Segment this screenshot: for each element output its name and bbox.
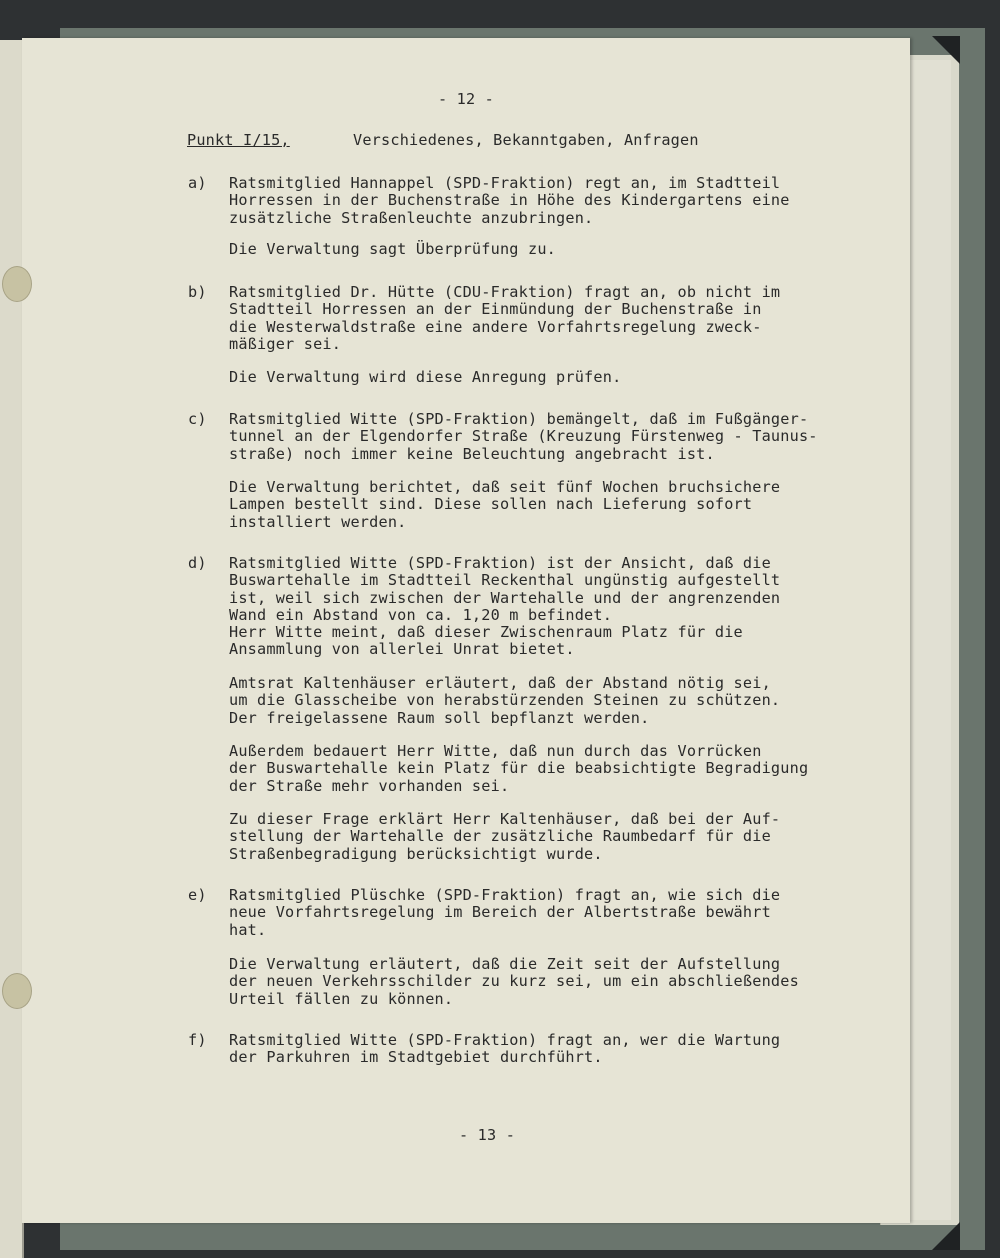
punch-hole-bottom <box>2 973 32 1009</box>
item-d-paragraph-1: Ratsmitglied Witte (SPD-Fraktion) ist der Ansicht, daß die Buswartehalle im Stadtteil Reckenthal ungünstig aufgestellt ist, weil sich zwischen der Wartehalle und der angrenzenden Wand ein Abstand von ca. 1,20 m befindet. Herr Witte meint, daß dieser Zwischenraum Platz für die Ansammlung von allerlei Unrat bietet. <box>229 554 781 659</box>
item-b-paragraph-2: Die Verwaltung wird diese Anregung prüfen. <box>229 368 622 386</box>
item-label-c: c) <box>188 410 207 428</box>
punch-hole-top <box>2 266 32 302</box>
item-f-paragraph-1: Ratsmitglied Witte (SPD-Fraktion) fragt an, wer die Wartung der Parkuhren im Stadtgebiet durchführt. <box>229 1031 781 1067</box>
item-e-paragraph-2: Die Verwaltung erläutert, daß die Zeit seit der Aufstellung der neuen Verkehrsschilder zu kurz sei, um ein abschließendes Urteil fällen zu können. <box>229 955 799 1008</box>
folder-corner-top-right <box>932 36 960 64</box>
agenda-item-label: Punkt I/15, <box>187 131 290 149</box>
previous-page-edge <box>0 40 24 1258</box>
item-b-paragraph-1: Ratsmitglied Dr. Hütte (CDU-Fraktion) fragt an, ob nicht im Stadtteil Horressen an der Einmündung der Buchenstraße in die Westerwaldstraße eine andere Vorfahrtsregelung zweck- mäßiger sei. <box>229 283 781 353</box>
item-d-paragraph-3: Außerdem bedauert Herr Witte, daß nun durch das Vorrücken der Buswartehalle kein Platz für die beabsichtigte Begradigung der Straße mehr vorhanden sei. <box>229 742 809 795</box>
item-c-paragraph-1: Ratsmitglied Witte (SPD-Fraktion) bemängelt, daß im Fußgänger- tunnel an der Elgendorfer Straße (Kreuzung Fürstenweg - Taunus- straße) noch immer keine Beleuchtung angebracht ist. <box>229 410 818 463</box>
item-label-f: f) <box>188 1031 207 1049</box>
item-a-paragraph-2: Die Verwaltung sagt Überprüfung zu. <box>229 240 557 258</box>
item-d-paragraph-2: Amtsrat Kaltenhäuser erläutert, daß der Abstand nötig sei, um die Glasscheibe von herabstürzenden Steinen zu schützen. Der freigelassene Raum soll bepflanzt werden. <box>229 674 781 727</box>
agenda-item-title: Verschiedenes, Bekanntgaben, Anfragen <box>353 131 699 149</box>
item-d-paragraph-4: Zu dieser Frage erklärt Herr Kaltenhäuser, daß bei der Auf- stellung der Wartehalle der zusätzliche Raumbedarf für die Straßenbegradigung berücksichtigt wurde. <box>229 810 781 863</box>
item-e-paragraph-1: Ratsmitglied Plüschke (SPD-Fraktion) fragt an, wie sich die neue Vorfahrtsregelung im Bereich der Albertstraße bewährt hat. <box>229 886 781 939</box>
item-a-paragraph-1: Ratsmitglied Hannappel (SPD-Fraktion) regt an, im Stadtteil Horressen in der Buchenstraße in Höhe des Kindergartens eine zusätzliche Straßenleuchte anzubringen. <box>229 174 790 227</box>
item-label-e: e) <box>188 886 207 904</box>
item-label-d: d) <box>188 554 207 572</box>
item-c-paragraph-2: Die Verwaltung berichtet, daß seit fünf Wochen bruchsichere Lampen bestellt sind. Diese sollen nach Lieferung sofort installiert werden. <box>229 478 781 531</box>
document-page <box>22 38 910 1223</box>
folder-corner-bottom-right <box>932 1222 960 1250</box>
page-number-top: - 12 - <box>437 90 495 108</box>
item-label-a: a) <box>188 174 207 192</box>
item-label-b: b) <box>188 283 207 301</box>
page-number-bottom: - 13 - <box>459 1126 516 1144</box>
